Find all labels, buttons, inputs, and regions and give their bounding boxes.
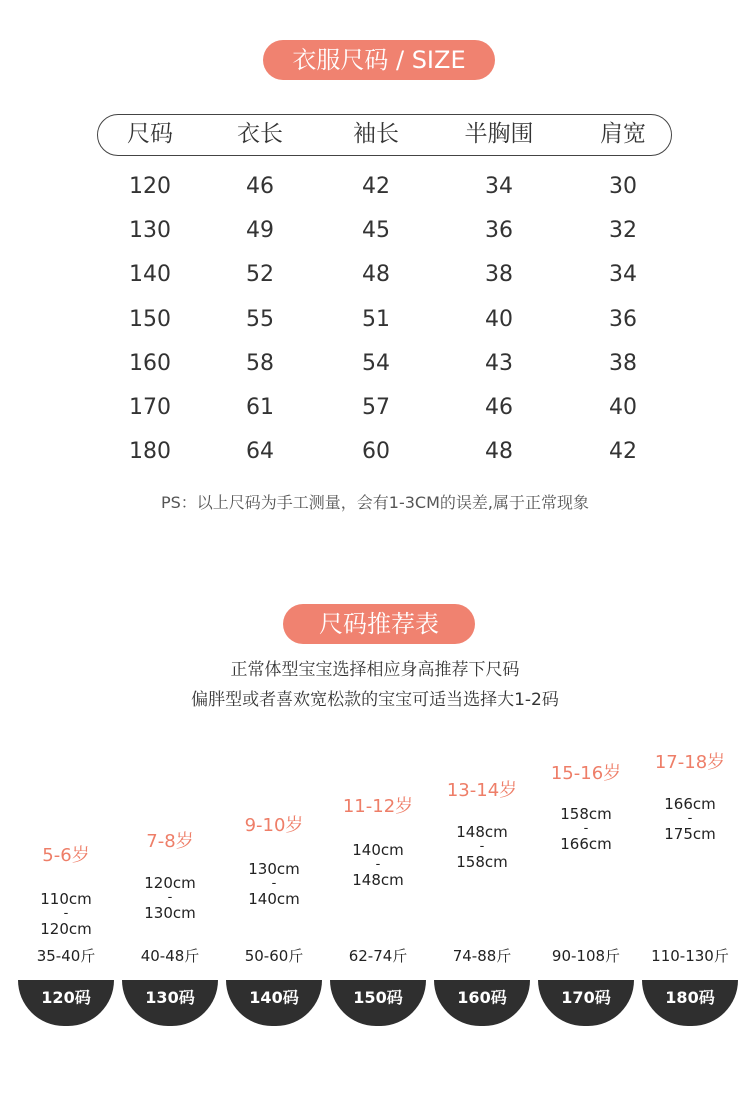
height-from: 110cm <box>40 890 92 908</box>
table-cell: 48 <box>485 439 513 465</box>
col-header-size: 尺码 <box>127 121 173 147</box>
col-header-sleeve: 袖长 <box>353 121 399 147</box>
age-label: 11-12岁 <box>342 796 414 817</box>
age-label: 5-6岁 <box>42 845 90 866</box>
weight-label: 62-74斤 <box>348 947 408 965</box>
weight-label: 90-108斤 <box>551 947 621 965</box>
table-cell: 34 <box>485 174 513 199</box>
age-label: 9-10岁 <box>244 815 304 836</box>
weight-label: 110-130斤 <box>651 947 729 965</box>
table-cell: 60 <box>362 439 390 465</box>
recommendation-line-1: 正常体型宝宝选择相应身高推荐下尺码 <box>230 660 520 680</box>
height-dash: - <box>271 876 277 891</box>
table-cell: 52 <box>246 262 274 288</box>
table-cell: 49 <box>246 218 274 244</box>
table-cell: 42 <box>362 174 390 199</box>
table-cell: 46 <box>485 395 513 420</box>
height-to: 148cm <box>352 871 404 889</box>
height-dash: - <box>167 890 173 905</box>
height-to: 130cm <box>144 904 196 922</box>
size-badge: 180码 <box>642 980 738 1026</box>
table-cell: 36 <box>609 306 637 332</box>
height-to: 120cm <box>40 920 92 938</box>
weight-label: 40-48斤 <box>140 947 200 965</box>
weight-label: 74-88斤 <box>452 947 512 965</box>
col-header-length: 衣长 <box>237 121 283 147</box>
height-dash: - <box>375 857 381 872</box>
table-cell: 30 <box>609 174 637 199</box>
weight-label: 50-60斤 <box>244 947 304 965</box>
measurement-note: PS：以上尺码为手工测量，会有1-3CM的误差,属于正常现象 <box>160 493 589 512</box>
height-to: 166cm <box>560 835 612 853</box>
table-cell: 130 <box>129 218 171 244</box>
size-badge: 140码 <box>226 980 322 1026</box>
table-cell: 36 <box>485 218 513 244</box>
size-badge: 130码 <box>122 980 218 1026</box>
table-cell: 64 <box>246 439 274 465</box>
table-cell: 34 <box>609 262 637 288</box>
table-cell: 61 <box>246 395 274 420</box>
table-cell: 42 <box>609 439 637 465</box>
size-badge: 170码 <box>538 980 634 1026</box>
height-dash: - <box>479 839 485 854</box>
table-cell: 32 <box>609 218 637 244</box>
size-badge: 160码 <box>434 980 530 1026</box>
table-cell: 58 <box>246 350 274 376</box>
table-cell: 45 <box>362 218 390 244</box>
age-label: 7-8岁 <box>146 831 194 852</box>
table-cell: 55 <box>246 306 274 332</box>
recommendation-title: 尺码推荐表 <box>283 604 475 644</box>
age-group-2 <box>226 814 322 908</box>
age-group-6 <box>642 751 738 843</box>
table-cell: 46 <box>246 174 274 199</box>
table-cell: 120 <box>129 174 171 199</box>
age-group-0 <box>18 844 114 938</box>
size-chart-title: 衣服尺码 / SIZE <box>263 40 495 80</box>
table-cell: 150 <box>129 306 171 332</box>
table-cell: 51 <box>362 306 390 332</box>
height-from: 158cm <box>560 805 612 823</box>
age-group-1 <box>122 830 218 922</box>
table-cell: 40 <box>609 395 637 420</box>
height-from: 166cm <box>664 795 716 813</box>
table-cell: 180 <box>129 439 171 465</box>
height-dash: - <box>583 821 589 836</box>
height-from: 130cm <box>248 860 300 878</box>
table-cell: 57 <box>362 395 390 420</box>
height-to: 175cm <box>664 825 716 843</box>
height-to: 140cm <box>248 890 300 908</box>
age-group-4 <box>434 779 530 871</box>
age-group-3 <box>330 795 426 889</box>
height-to: 158cm <box>456 853 508 871</box>
height-from: 148cm <box>456 823 508 841</box>
age-group-5 <box>538 762 634 853</box>
table-cell: 48 <box>362 262 390 288</box>
table-cell: 38 <box>485 262 513 288</box>
height-dash: - <box>63 906 69 921</box>
table-cell: 170 <box>129 395 171 420</box>
col-header-chest: 半胸围 <box>464 121 534 147</box>
age-label: 15-16岁 <box>550 763 622 784</box>
table-cell: 140 <box>129 262 171 288</box>
height-dash: - <box>687 811 693 826</box>
table-cell: 160 <box>129 350 171 376</box>
recommendation-line-2: 偏胖型或者喜欢宽松款的宝宝可适当选择大1-2码 <box>191 690 559 710</box>
table-cell: 54 <box>362 350 390 376</box>
age-label: 13-14岁 <box>446 780 518 801</box>
table-cell: 38 <box>609 350 637 376</box>
table-cell: 40 <box>485 306 513 332</box>
col-header-shoulder: 肩宽 <box>600 121 646 147</box>
size-badge: 120码 <box>18 980 114 1026</box>
height-from: 140cm <box>352 841 404 859</box>
age-label: 17-18岁 <box>654 752 726 773</box>
table-cell: 43 <box>485 350 513 376</box>
height-from: 120cm <box>144 874 196 892</box>
size-badge: 150码 <box>330 980 426 1026</box>
weight-label: 35-40斤 <box>36 947 96 965</box>
